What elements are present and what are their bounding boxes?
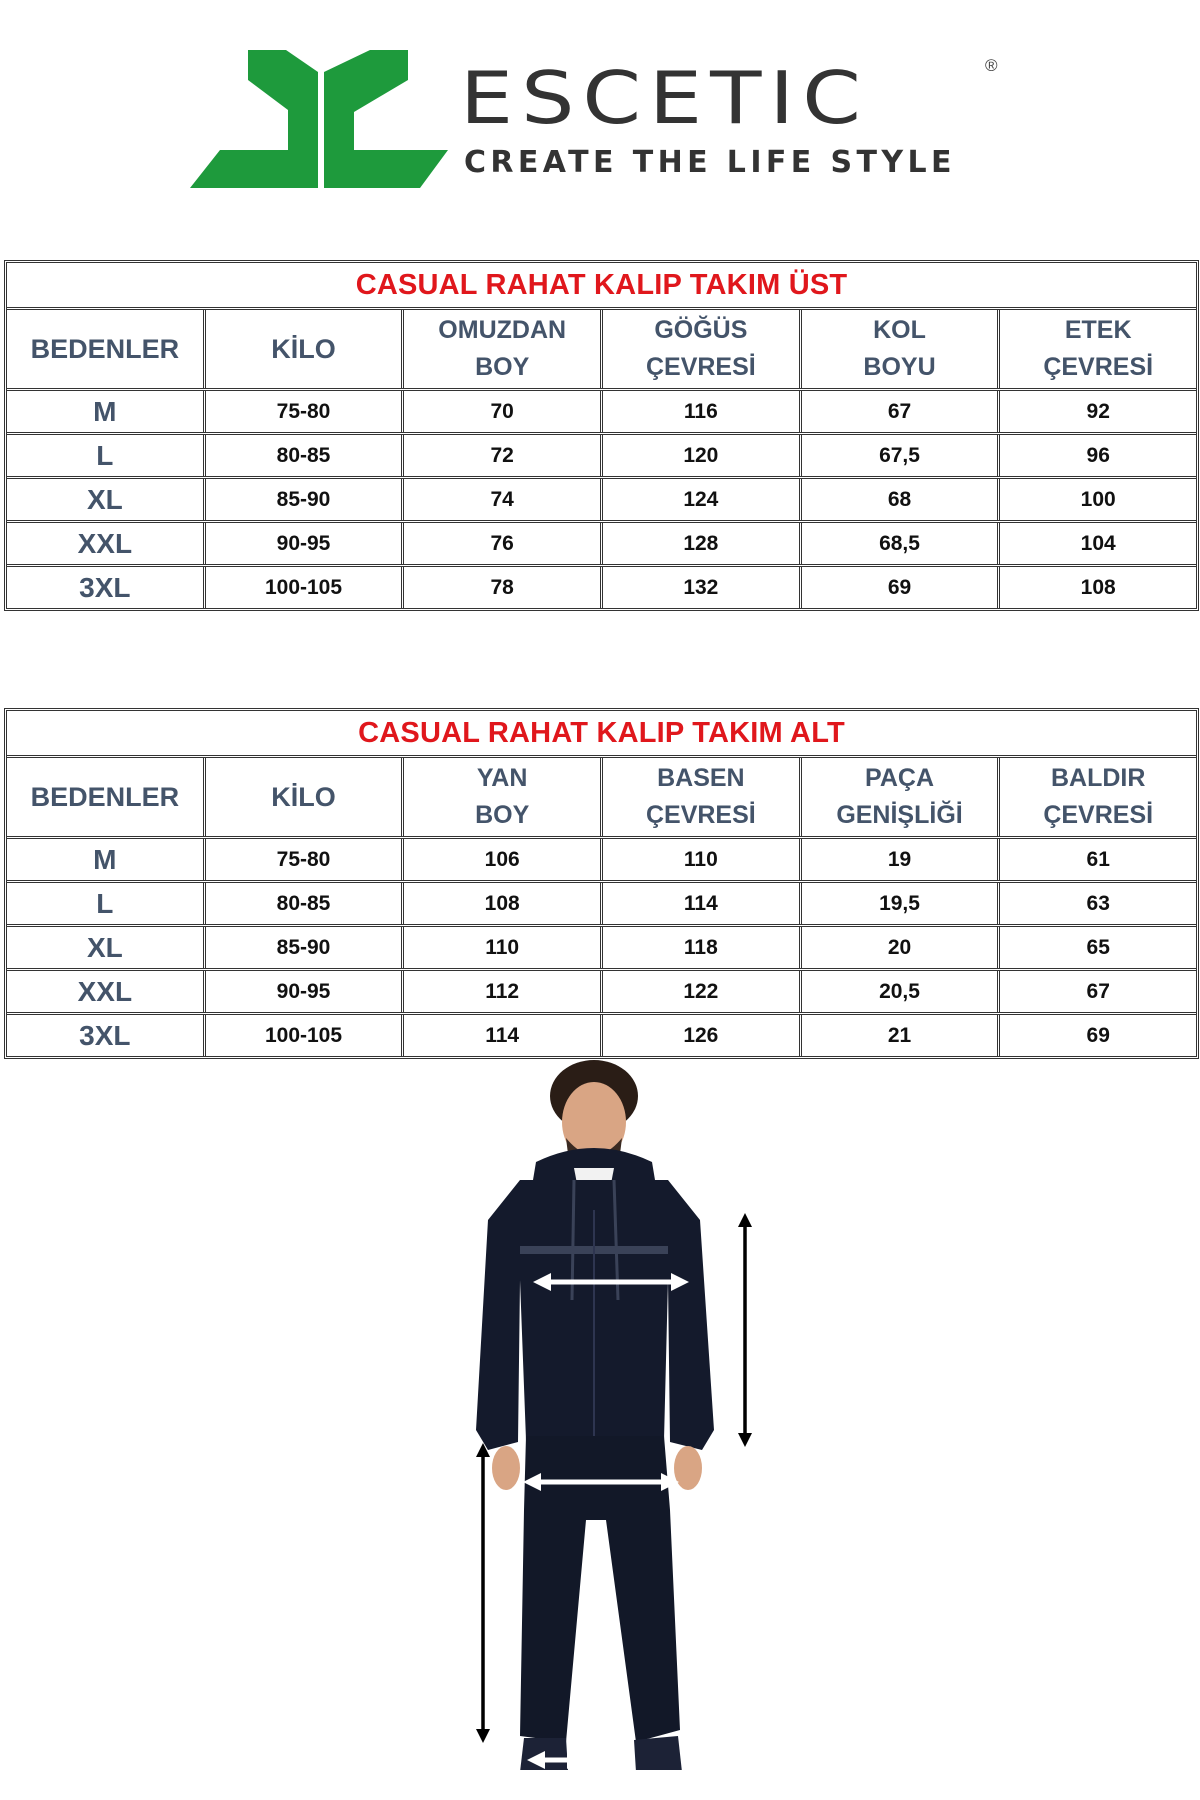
brand-logo: [190, 50, 1020, 190]
header-cell: [802, 310, 1001, 388]
escetic-logo-mark-icon: [190, 50, 450, 190]
size-cell: L: [7, 435, 206, 476]
size-cell: XXL: [7, 523, 206, 564]
value-cell: 72: [404, 435, 603, 476]
size-cell: XXL: [7, 971, 206, 1012]
value-cell: 118: [603, 927, 802, 968]
size-cell: L: [7, 883, 206, 924]
value-cell: 19,5: [802, 883, 1001, 924]
header-cell: [802, 758, 1001, 836]
header-line1: KİLO: [271, 333, 336, 364]
table-row: [7, 971, 1196, 1015]
table-row: [7, 523, 1196, 567]
header-line1: KİLO: [271, 781, 336, 812]
header-cell: [7, 758, 206, 836]
registered-mark: ®: [985, 56, 998, 75]
value-cell: 110: [603, 839, 802, 880]
value-cell: 85-90: [206, 927, 405, 968]
header-cell: [206, 310, 405, 388]
value-cell: 63: [1086, 891, 1110, 915]
tracksuit-model-illustration: [0, 1050, 1200, 1800]
size-cell: 3XL: [7, 567, 206, 608]
value-cell: 69: [1086, 1023, 1110, 1047]
size-cell: XL: [7, 479, 206, 520]
header-cell: [1000, 310, 1196, 388]
size-table-bottom: [4, 708, 1199, 1059]
value-cell: 122: [603, 971, 802, 1012]
table-row: [7, 567, 1196, 608]
header-line1: ETEK: [1064, 316, 1132, 344]
value-cell: 74: [404, 479, 603, 520]
value-cell: 114: [404, 1015, 603, 1056]
table-title: CASUAL RAHAT KALIP TAKIM ÜST: [7, 263, 1196, 310]
table-header-row: [7, 758, 1196, 839]
table-header-row: [7, 310, 1196, 391]
header-cell: [603, 758, 802, 836]
header-line1: BEDENLER: [30, 333, 180, 364]
value-cell: 108: [404, 883, 603, 924]
value-cell: 114: [603, 883, 802, 924]
header-line2: ÇEVRESİ: [645, 353, 756, 381]
value-cell: 67: [1086, 979, 1110, 1003]
value-cell: 116: [603, 391, 802, 432]
header-line1: GÖĞÜS: [654, 316, 748, 344]
header-line1: BEDENLER: [30, 781, 180, 812]
header-cell: [1000, 758, 1196, 836]
size-table-top: [4, 260, 1199, 611]
value-cell: 78: [404, 567, 603, 608]
value-cell: 61: [1086, 847, 1110, 871]
model-figure: [0, 1050, 1200, 1800]
table-title: CASUAL RAHAT KALIP TAKIM ALT: [7, 711, 1196, 758]
brand-tagline: CREATE THE LIFE STYLE: [464, 145, 956, 180]
table-row: [7, 927, 1196, 971]
brand-name: ESCETIC: [460, 55, 869, 141]
value-cell: 76: [404, 523, 603, 564]
header-line1: PAÇA: [865, 764, 935, 792]
value-cell: 100-105: [206, 567, 405, 608]
table-row: [7, 435, 1196, 479]
value-cell: 69: [802, 567, 1001, 608]
value-cell: 75-80: [206, 839, 405, 880]
header-cell: [603, 310, 802, 388]
size-cell: 3XL: [7, 1015, 206, 1056]
value-cell: 100: [1080, 487, 1116, 511]
value-cell: 112: [404, 971, 603, 1012]
value-cell: 120: [603, 435, 802, 476]
value-cell: 96: [1086, 443, 1110, 467]
value-cell: 124: [603, 479, 802, 520]
value-cell: 80-85: [206, 435, 405, 476]
value-cell: 80-85: [206, 883, 405, 924]
header-line2: BOY: [475, 353, 530, 381]
header-cell: [206, 758, 405, 836]
value-cell: 68,5: [802, 523, 1001, 564]
header-line1: OMUZDAN: [438, 316, 567, 344]
value-cell: 106: [404, 839, 603, 880]
value-cell: 21: [802, 1015, 1001, 1056]
value-cell: 128: [603, 523, 802, 564]
header-line1: BALDIR: [1050, 764, 1146, 792]
header-cell: [7, 310, 206, 388]
value-cell: 126: [603, 1015, 802, 1056]
header-line1: BASEN: [657, 764, 745, 792]
header-line2: BOY: [475, 801, 530, 829]
value-cell: 20,5: [802, 971, 1001, 1012]
value-cell: 132: [603, 567, 802, 608]
header-line2: ÇEVRESİ: [645, 801, 756, 829]
value-cell: 67,5: [802, 435, 1001, 476]
value-cell: 19: [802, 839, 1001, 880]
value-cell: 90-95: [206, 523, 405, 564]
value-cell: 70: [404, 391, 603, 432]
table-row: [7, 883, 1196, 927]
value-cell: 92: [1086, 399, 1110, 423]
header-line2: ÇEVRESİ: [1043, 801, 1154, 829]
header-cell: [404, 310, 603, 388]
value-cell: 67: [802, 391, 1001, 432]
size-cell: XL: [7, 927, 206, 968]
size-cell: M: [7, 391, 206, 432]
value-cell: 20: [802, 927, 1001, 968]
value-cell: 104: [1080, 531, 1116, 555]
value-cell: 110: [404, 927, 603, 968]
value-cell: 90-95: [206, 971, 405, 1012]
table-row: [7, 391, 1196, 435]
header-cell: [404, 758, 603, 836]
value-cell: 75-80: [206, 391, 405, 432]
size-cell: M: [7, 839, 206, 880]
value-cell: 108: [1080, 575, 1116, 599]
value-cell: 65: [1086, 935, 1110, 959]
value-cell: 68: [802, 479, 1001, 520]
table-row: [7, 839, 1196, 883]
header-line1: YAN: [476, 764, 528, 792]
header-line2: BOYU: [863, 353, 936, 381]
header-line1: KOL: [873, 316, 926, 344]
value-cell: 85-90: [206, 479, 405, 520]
value-cell: 100-105: [206, 1015, 405, 1056]
table-row: [7, 479, 1196, 523]
header-line2: ÇEVRESİ: [1043, 353, 1154, 381]
header-line2: GENİŞLİĞİ: [836, 801, 963, 829]
